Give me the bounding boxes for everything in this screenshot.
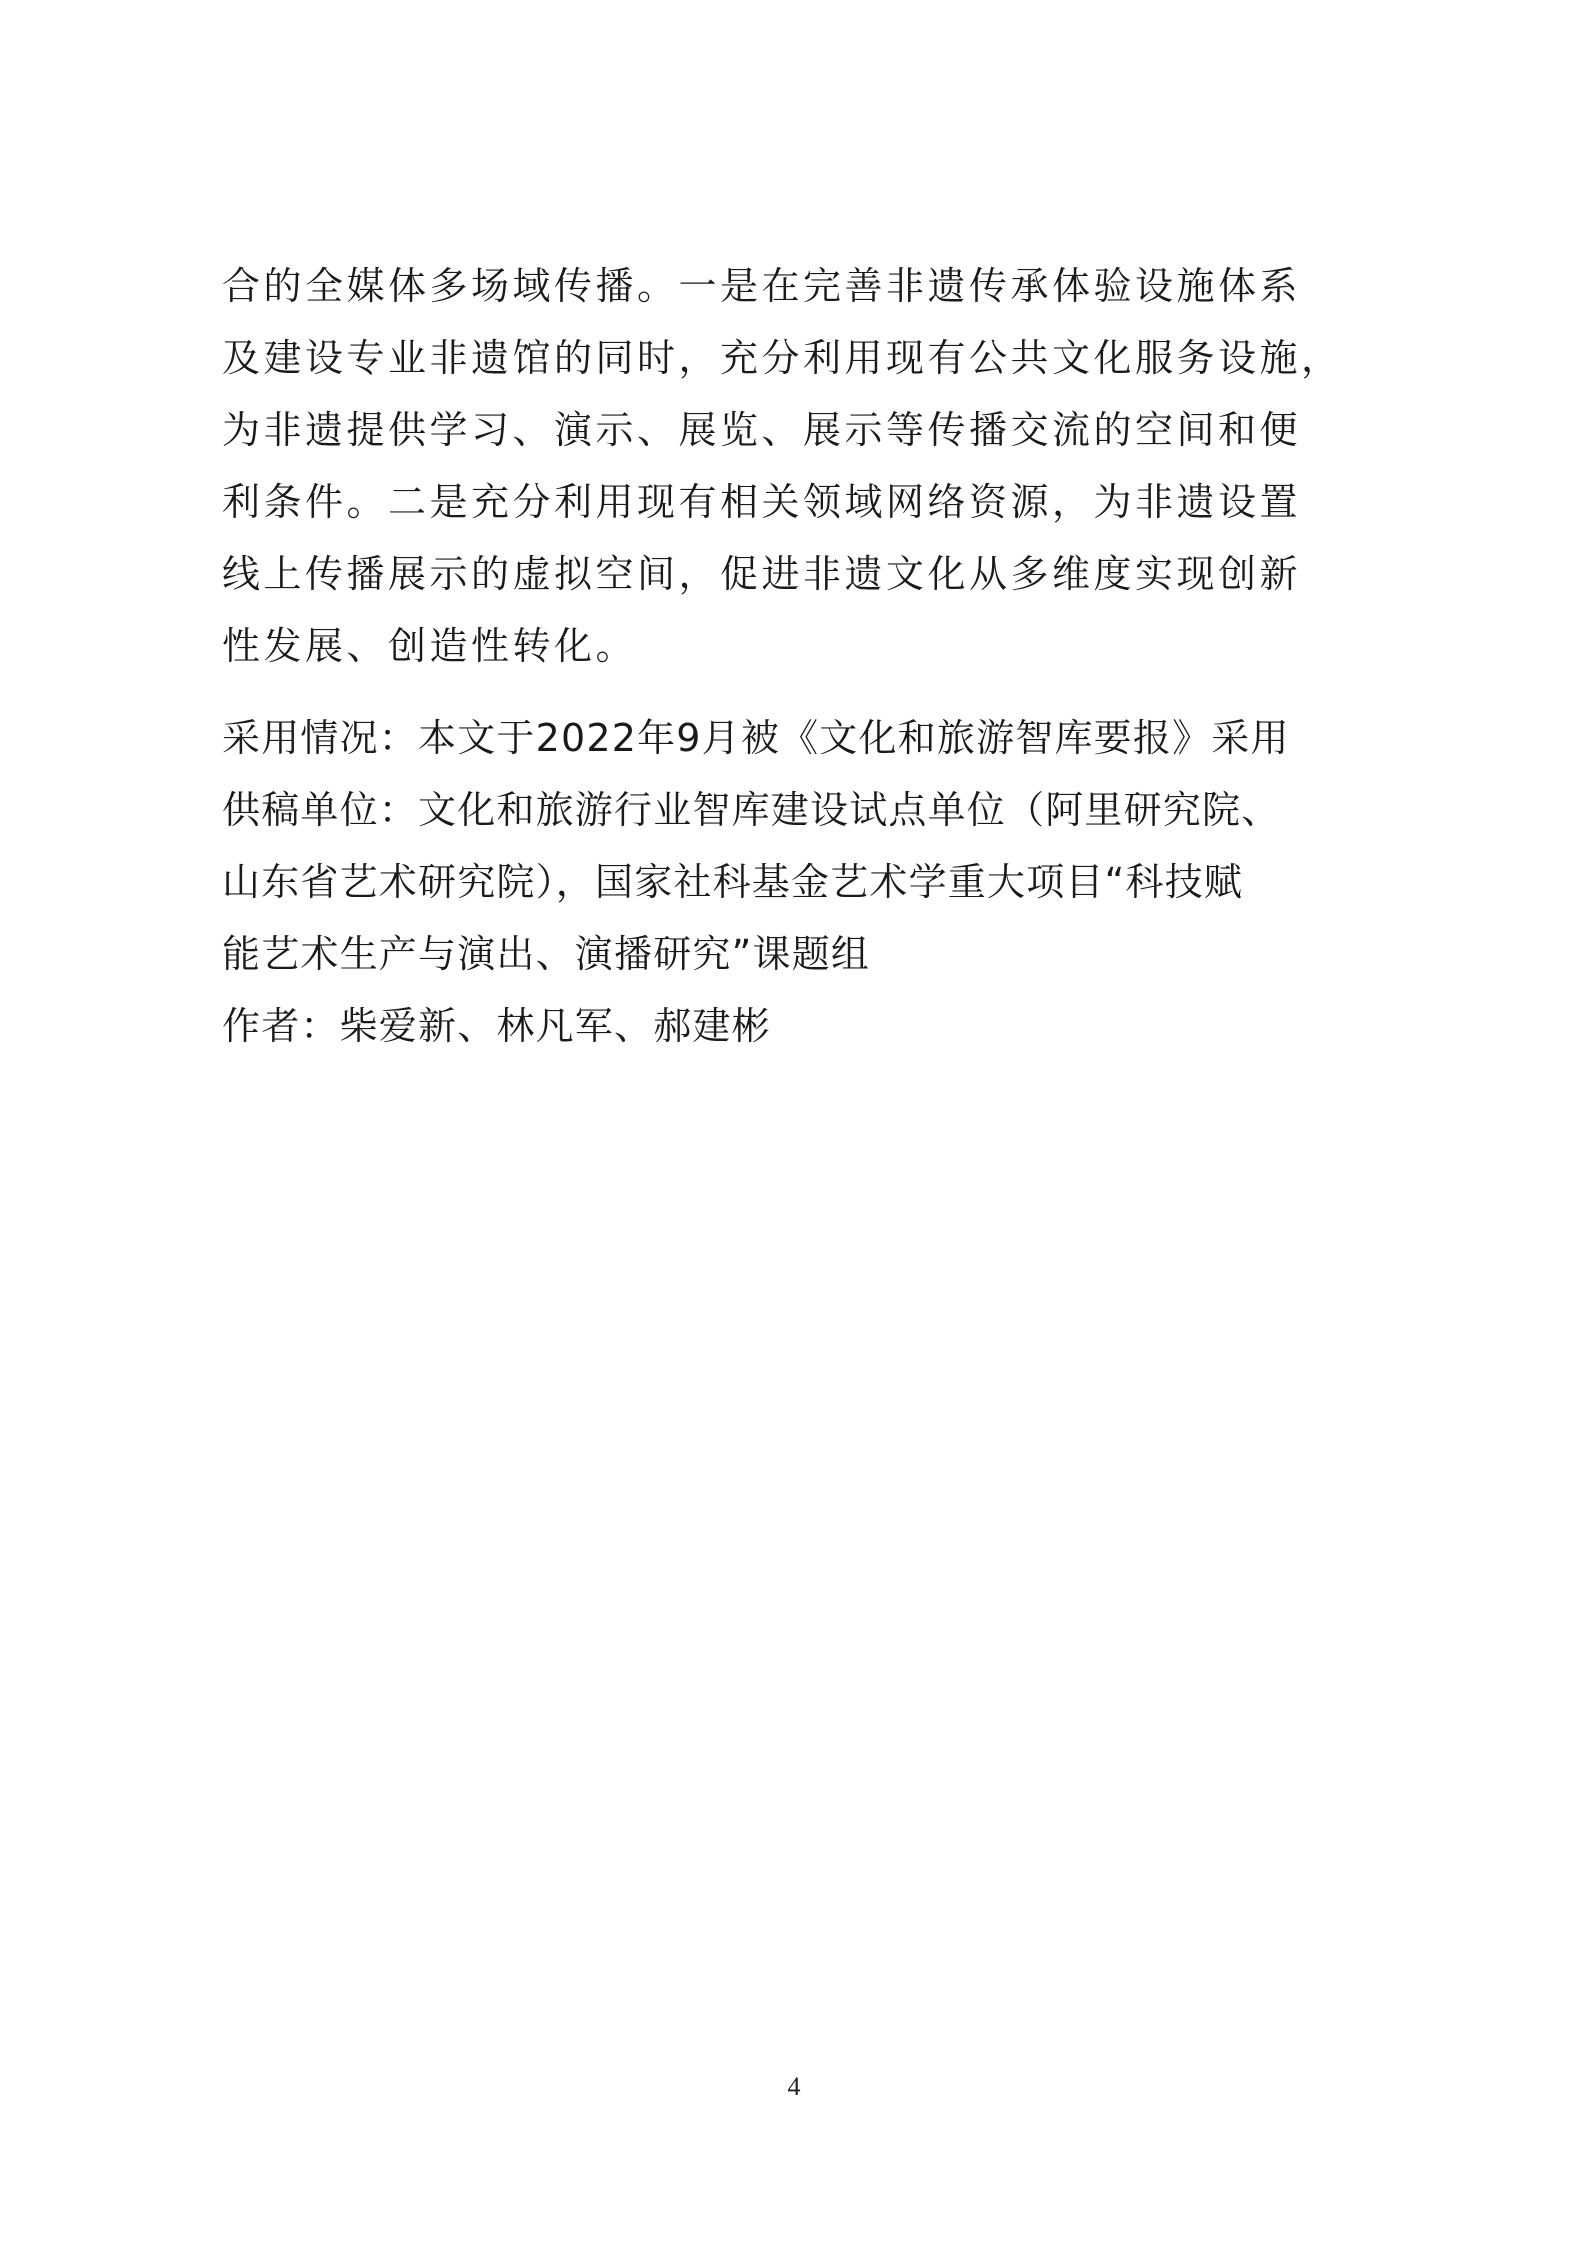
contributor-line: 能艺术生产与演出、演播研究”课题组 [222,932,871,976]
contributor-line: 山东省艺术研究院），国家社科基金艺术学重大项目“科技赋 [222,860,1244,904]
body-paragraph [222,250,1382,682]
adoption-status-line: 采用情况：本文于2022年9月被《文化和旅游智库要报》采用 [222,716,1290,760]
paragraph-line: 为非遗提供学习、演示、展览、展示等传播交流的空间和便 [222,408,1302,452]
paragraph-line: 及建设专业非遗馆的同时，充分利用现有公共文化服务设施， [222,336,1343,380]
contributor-line: 供稿单位：文化和旅游行业智库建设试点单位（阿里研究院、 [222,788,1281,832]
paragraph-line: 性发展、创造性转化。 [222,624,638,668]
paragraph-line: 利条件。二是充分利用现有相关领域网络资源，为非遗设置 [222,480,1302,524]
paragraph-line: 线上传播展示的虚拟空间，促进非遗文化从多维度实现创新 [222,552,1302,596]
authors-line: 作者：柴爱新、林凡军、郝建彬 [222,1004,771,1048]
paragraph-line: 合的全媒体多场域传播。一是在完善非遗传承体验设施体系 [222,264,1302,308]
page-number: 4 [787,2072,801,2101]
publication-info [222,702,1402,1062]
